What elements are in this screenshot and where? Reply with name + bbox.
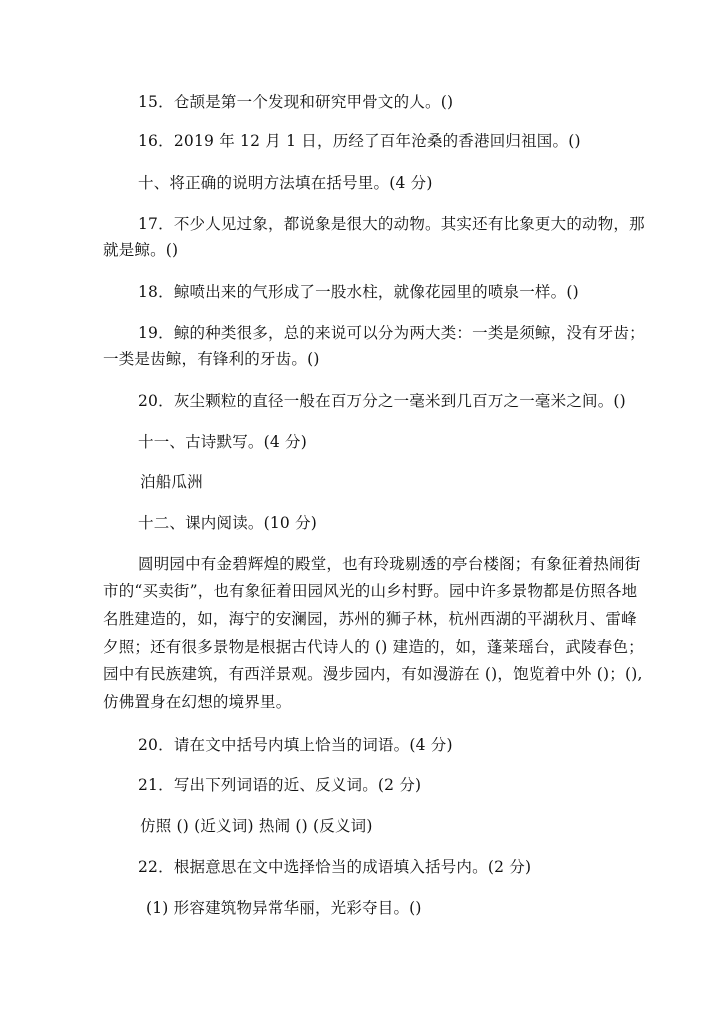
passage-line-6: 仿佛置身在幻想的境界里。	[103, 693, 292, 711]
question-19-line-1: 19．鲸的种类很多，总的来说可以分为两大类：一类是须鲸，没有牙齿；	[138, 324, 645, 342]
section-10-heading: 十、将正确的说明方法填在括号里。(4 分)	[138, 174, 433, 192]
passage-line-3: 名胜建造的，如，海宁的安澜园，苏州的狮子林，杭州西湖的平湖秋月、雷峰	[103, 610, 637, 628]
question-16: 16．2019 年 12 月 1 日，历经了百年沧桑的香港回归祖国。()	[138, 132, 581, 150]
question-20-passage: 20．请在文中括号内填上恰当的词语。(4 分)	[138, 736, 453, 754]
question-22: 22．根据意思在文中选择恰当的成语填入括号内。(2 分)	[138, 858, 532, 876]
passage-line-2: 市的“买卖街”，也有象征着田园风光的山乡村野。园中许多景物都是仿照各地	[103, 582, 638, 600]
question-20: 20．灰尘颗粒的直径一般在百万分之一毫米到几百万之一毫米之间。()	[138, 392, 626, 410]
question-17-line-1: 17．不少人见过象，都说象是很大的动物。其实还有比象更大的动物，那	[138, 215, 645, 233]
section-12-heading: 十二、课内阅读。(10 分)	[138, 514, 318, 532]
section-11-heading: 十一、古诗默写。(4 分)	[138, 433, 307, 451]
question-22-item-1: (1) 形容建筑物异常华丽，光彩夺目。()	[146, 899, 422, 917]
passage-line-5: 园中有民族建筑，有西洋景观。漫步园内，有如漫游在 ()，饱览着中外 ()；(),	[103, 665, 643, 683]
question-21-answer-line: 仿照 () (近义词) 热闹 () (反义词)	[140, 817, 373, 835]
question-21: 21．写出下列词语的近、反义词。(2 分)	[138, 776, 422, 794]
poem-title: 泊船瓜洲	[140, 473, 203, 491]
passage-line-4: 夕照；还有很多景物是根据古代诗人的 () 建造的，如，蓬莱瑶台，武陵春色；	[103, 638, 644, 656]
question-15: 15．仓颉是第一个发现和研究甲骨文的人。()	[138, 93, 454, 111]
question-17-line-2: 就是鲸。()	[103, 241, 179, 259]
question-19-line-2: 一类是齿鲸，有锋利的牙齿。()	[103, 350, 320, 368]
question-18: 18．鲸喷出来的气形成了一股水柱，就像花园里的喷泉一样。()	[138, 283, 579, 301]
passage-line-1: 圆明园中有金碧辉煌的殿堂，也有玲珑剔透的亭台楼阁；有象征着热闹街	[138, 555, 641, 573]
